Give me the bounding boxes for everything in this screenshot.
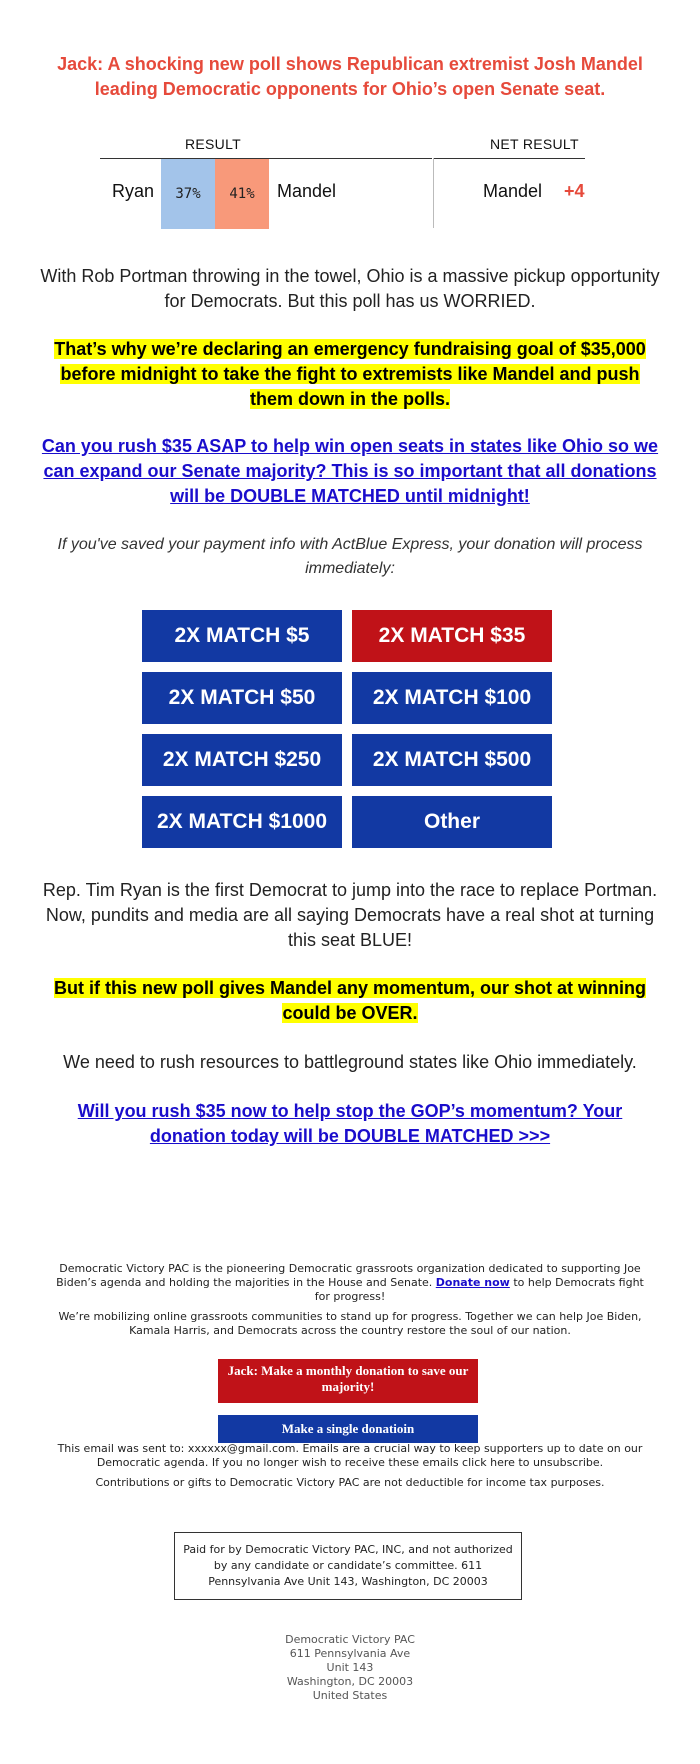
mailing-address: [200, 1633, 500, 1703]
net-result-name: Mandel: [483, 181, 543, 201]
donate-1000-button[interactable]: 2X MATCH $1000: [142, 796, 342, 848]
net-result-header: NET RESULT: [490, 136, 579, 152]
footer-sent-to: This email was sent to: xxxxxx@gmail.com. Emails are a crucial way to keep supporters up to date on our Democratic agenda. If you no longer wish to receive these emails click here to unsubscribe.: [57, 1442, 643, 1469]
paragraph-rush-link: [40, 434, 660, 509]
paid-for-disclaimer: Paid for by Democratic Victory PAC, INC, and not authorized by any candidate or candidate’s committee. 611 Pennsylvania Ave Unit 143, Washington, DC 20003: [174, 1532, 522, 1600]
footer-donate-now-link[interactable]: Donate now: [435, 1276, 510, 1289]
net-result-value: +4: [564, 181, 585, 201]
highlighted-goal-text: That’s why we’re declaring an emergency fundraising goal of $35,000 before midnight to take the fight to extremists like Mandel and push them down in the polls.: [54, 339, 646, 409]
net-result-divider: [433, 158, 585, 159]
paragraph-portman: With Rob Portman throwing in the towel, Ohio is a massive pickup opportunity for Democrats. But this poll has us WORRIED.: [40, 266, 660, 311]
address-line: Washington, DC 20003: [286, 1675, 414, 1688]
double-matched-link[interactable]: Will you rush $35 now to help stop the GOP’s momentum? Your donation today will be DOUBLE MATCHED >>>: [77, 1101, 623, 1146]
donate-50-button[interactable]: 2X MATCH $50: [142, 672, 342, 724]
candidate-mandel-bar: 41%: [215, 159, 269, 229]
address-line: Democratic Victory PAC: [285, 1633, 415, 1646]
poll-separator: [433, 158, 434, 228]
footer-about-text-after: to help Democrats fight for progress!: [314, 1276, 644, 1303]
result-header: RESULT: [185, 136, 241, 152]
donate-100-button[interactable]: 2X MATCH $100: [352, 672, 552, 724]
address-line: 611 Pennsylvania Ave: [289, 1647, 411, 1660]
address-line: United States: [312, 1689, 388, 1702]
single-donation-button[interactable]: Make a single donatioin: [218, 1415, 478, 1443]
footer-mobilizing: We’re mobilizing online grassroots communities to stand up for progress. Together we can help Joe Biden, Kamala Harris, and Democrats across the country restore the soul of our nation.: [58, 1310, 642, 1337]
paragraph-tim-ryan: Rep. Tim Ryan is the first Democrat to jump into the race to replace Portman. Now, pundits and media are all saying Democrats have a real shot at turning this seat BLUE!: [42, 880, 658, 950]
highlighted-momentum-text: But if this new poll gives Mandel any momentum, our shot at winning could be OVER.: [53, 978, 647, 1023]
actblue-note: If you've saved your payment info with ActBlue Express, your donation will process immediately:: [57, 536, 643, 577]
footer-about-text-before: Democratic Victory PAC is the pioneering Democratic grassroots organization dedicated to supporting Joe Biden’s agenda and holding the majorities in the House and Senate.: [56, 1262, 641, 1289]
paragraph-momentum: [40, 976, 660, 1026]
candidate-ryan-bar: 37%: [161, 159, 215, 229]
monthly-donation-button[interactable]: Jack: Make a monthly donation to save our majority!: [218, 1359, 478, 1403]
footer-tax-note: Contributions or gifts to Democratic Victory PAC are not deductible for income tax purposes.: [95, 1476, 605, 1489]
address-line: Unit 143: [326, 1661, 374, 1674]
footer-about: [55, 1262, 645, 1304]
donate-35-button[interactable]: 2X MATCH $35: [352, 610, 552, 662]
donate-500-button[interactable]: 2X MATCH $500: [352, 734, 552, 786]
paragraph-battleground: We need to rush resources to battleground states like Ohio immediately.: [63, 1052, 637, 1072]
donate-5-button[interactable]: 2X MATCH $5: [142, 610, 342, 662]
donate-other-button[interactable]: Other: [352, 796, 552, 848]
email-headline: Jack: A shocking new poll shows Republican extremist Josh Mandel leading Democratic opponents for Ohio’s open Senate seat.: [57, 54, 643, 99]
rush-35-link[interactable]: Can you rush $35 ASAP to help win open seats in states like Ohio so we can expand our Senate majority? This is so important that all donations will be DOUBLE MATCHED until midnight!: [41, 436, 659, 506]
candidate-mandel-label: Mandel: [277, 181, 337, 201]
donate-250-button[interactable]: 2X MATCH $250: [142, 734, 342, 786]
candidate-ryan-label: Ryan: [112, 181, 155, 201]
paragraph-goal: [40, 337, 660, 412]
paragraph-final-link: [40, 1099, 660, 1149]
poll-results: [100, 128, 588, 228]
